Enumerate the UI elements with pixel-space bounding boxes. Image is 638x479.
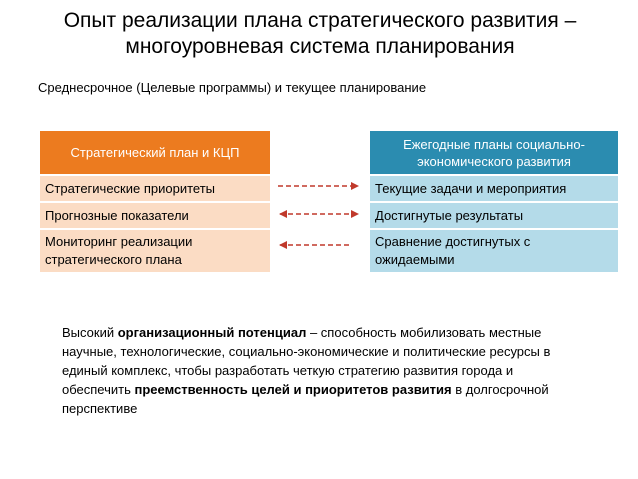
subtitle: Среднесрочное (Целевые программы) и текущее планирование [38,80,427,95]
left-item-monitoring: Мониторинг реализации стратегического плана [40,230,270,272]
para-text-1: Высокий [62,325,118,340]
title-line-1: Опыт реализации плана стратегического развития – [63,9,577,32]
description-paragraph [62,323,582,418]
para-bold-potential: организационный потенциал [117,325,307,340]
left-item-priorities: Стратегические приоритеты [40,176,270,201]
para-bold-continuity: преемственность целей и приоритетов развития [134,382,452,397]
right-item-comparison: Сравнение достигнутых с ожидаемыми [370,230,618,272]
left-item-indicators: Прогнозные показатели [40,203,270,228]
para-text-3: в долгосрочной перспективе [62,382,549,416]
left-header: Стратегический план и КЦП [40,131,270,174]
right-item-results: Достигнутые результаты [370,203,618,228]
title-line-2: многоуровневая система планирования [125,35,515,58]
right-item-tasks: Текущие задачи и мероприятия [370,176,618,201]
para-text-2: – способность мобилизовать местные научные, технологические, социально-экономические и политические ресурсы в единый комплекс, чтобы разработать четкую стратегию развития города и обеспечить [62,325,551,397]
right-header: Ежегодные планы социально-экономического развития [370,131,618,174]
